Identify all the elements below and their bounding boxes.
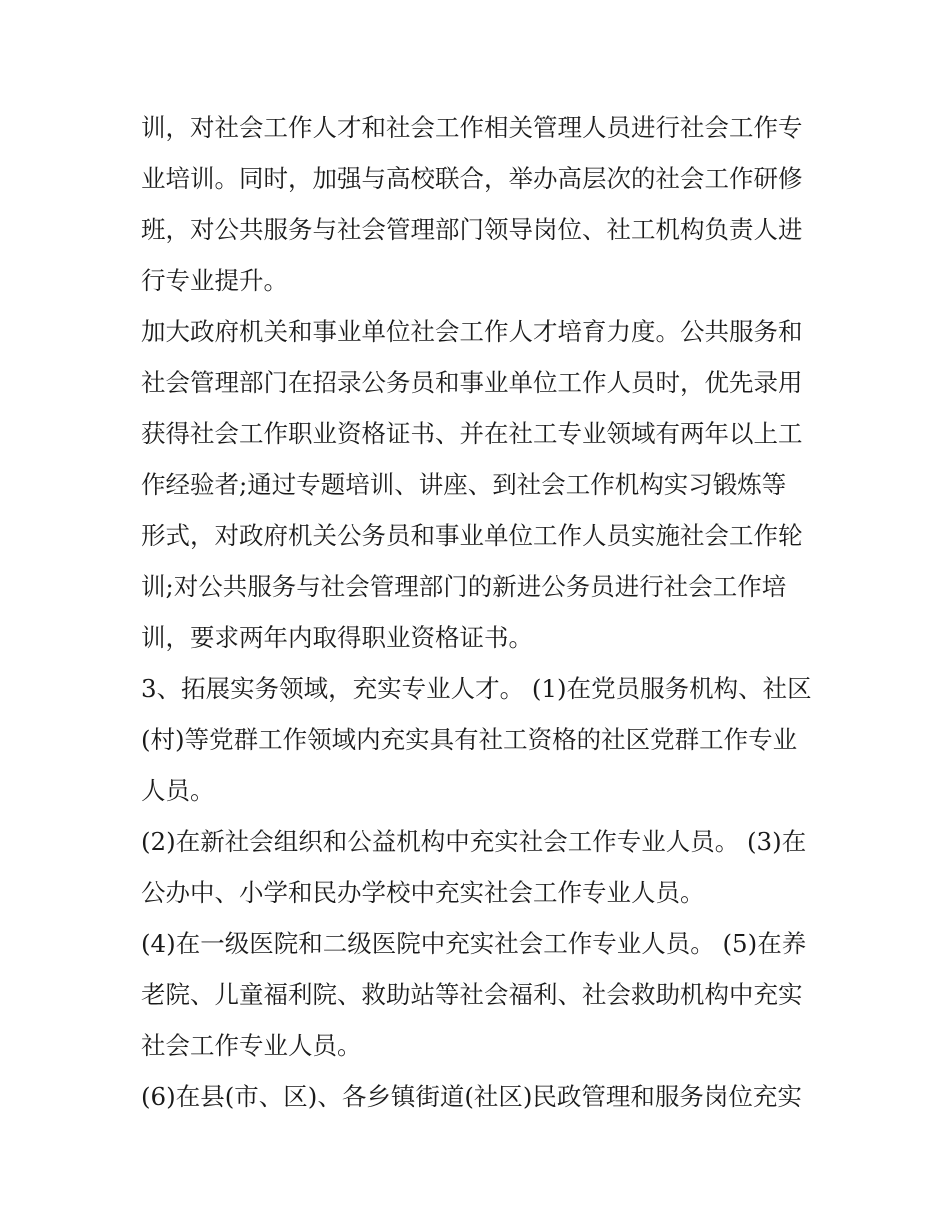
text-line: 老院、儿童福利院、救助站等社会福利、社会救助机构中充实 bbox=[141, 980, 803, 1009]
text-line: (4)在一级医院和二级医院中充实社会工作专业人员。 (5)在养 bbox=[141, 929, 807, 958]
text-line: 获得社会工作职业资格证书、并在社工专业领域有两年以上工 bbox=[141, 419, 803, 448]
text-line: 训，要求两年内取得职业资格证书。 bbox=[141, 623, 533, 652]
text-line: 班，对公共服务与社会管理部门领导岗位、社工机构负责人进 bbox=[141, 215, 803, 244]
text-line: 公办中、小学和民办学校中充实社会工作专业人员。 bbox=[141, 878, 705, 907]
text-line: 业培训。同时，加强与高校联合，举办高层次的社会工作研修 bbox=[141, 164, 803, 193]
text-line: 作经验者;通过专题培训、讲座、到社会工作机构实习锻炼等 bbox=[141, 470, 787, 499]
text-line: 社会管理部门在招录公务员和事业单位工作人员时，优先录用 bbox=[141, 368, 803, 397]
text-line: 社会工作专业人员。 bbox=[141, 1031, 362, 1060]
text-line: (6)在县(市、区)、各乡镇街道(社区)民政管理和服务岗位充实 bbox=[141, 1082, 802, 1111]
text-line: 加大政府机关和事业单位社会工作人才培育力度。公共服务和 bbox=[141, 317, 803, 346]
text-line: 行专业提升。 bbox=[141, 266, 288, 295]
text-line: 训，对社会工作人才和社会工作相关管理人员进行社会工作专 bbox=[141, 113, 803, 142]
text-line: 训;对公共服务与社会管理部门的新进公务员进行社会工作培 bbox=[141, 572, 787, 601]
text-line: 形式，对政府机关公务员和事业单位工作人员实施社会工作轮 bbox=[141, 521, 803, 550]
text-line: (村)等党群工作领域内充实具有社工资格的社区党群工作专业 bbox=[141, 725, 798, 754]
text-line: 人员。 bbox=[141, 776, 215, 805]
text-line: 3、拓展实务领域，充实专业人才。 (1)在党员服务机构、社区 bbox=[141, 674, 812, 703]
text-line: (2)在新社会组织和公益机构中充实社会工作专业人员。 (3)在 bbox=[141, 827, 807, 856]
